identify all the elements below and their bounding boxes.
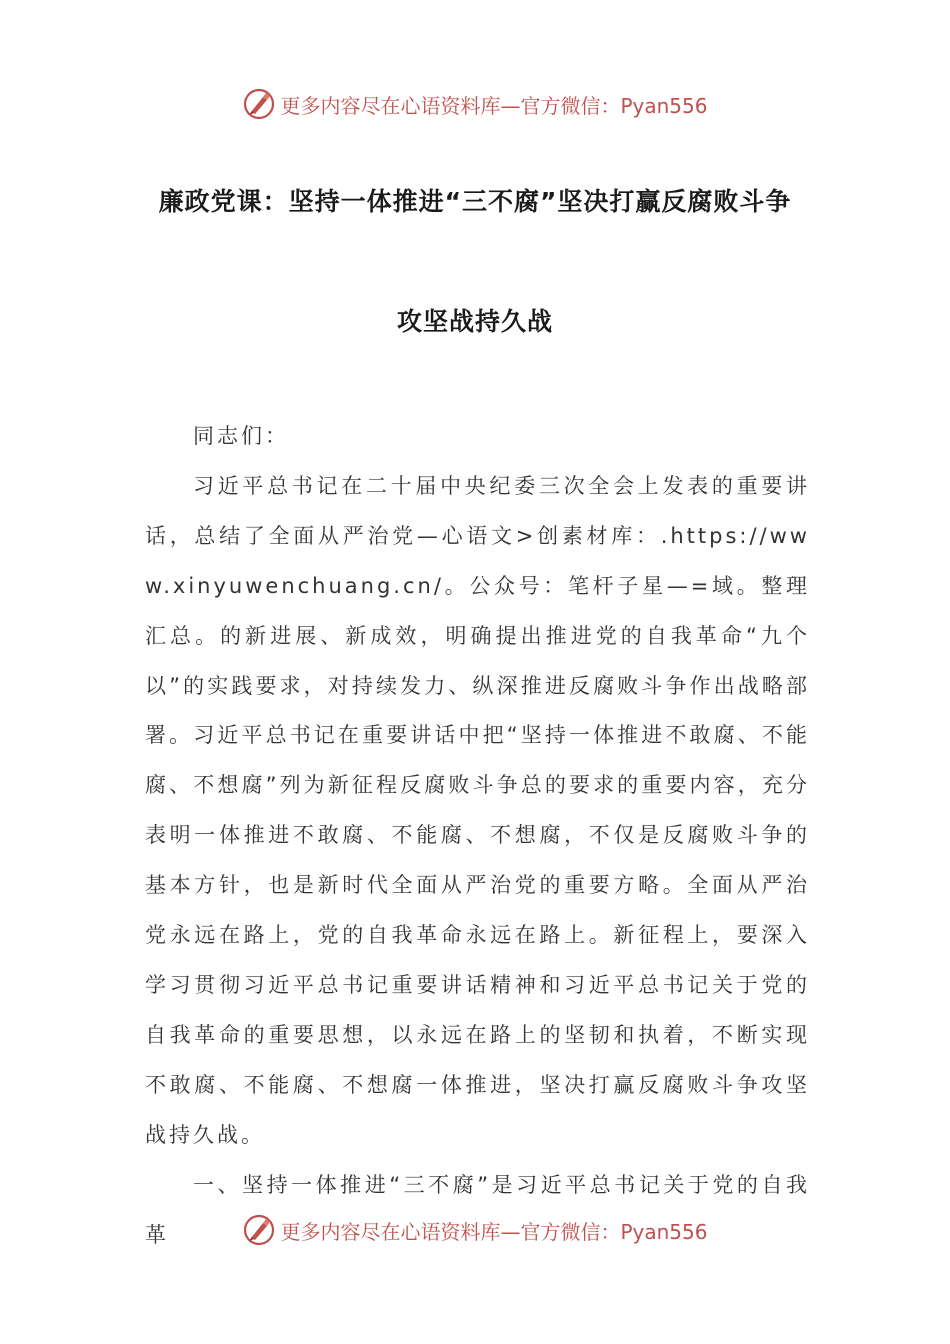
document-title-line-1: 廉政党课：坚持一体推进“三不腐”坚决打赢反腐败斗争: [158, 187, 792, 216]
document-body: [145, 412, 810, 1260]
salutation: 同志们：: [193, 424, 289, 448]
banner-text: 更多内容尽在心语资料库—官方微信：Pyan556: [280, 93, 708, 118]
footer-watermark-banner: [0, 1210, 950, 1250]
header-watermark-banner: [0, 84, 950, 124]
body-paragraph: 习近平总书记在二十届中央纪委三次全会上发表的重要讲话，总结了全面从严治党—心语文>创素材库：.https://www.xinyuwenchuang.cn/。公众号：笔杆子星—=域。整理汇总。的新进展、新成效，明确提出推进党的自我革命“九个以”的实践要求，对持续发力、纵深推进反腐败斗争作出战略部署。习近平总书记在重要讲话中把“坚持一体推进不敢腐、不能腐、不想腐”列为新征程反腐败斗争总的要求的重要内容，充分表明一体推进不敢腐、不能腐、不想腐，不仅是反腐败斗争的基本方针，也是新时代全面从严治党的重要方略。全面从严治党永远在路上，党的自我革命永远在路上。新征程上，要深入学习贯彻习近平总书记重要讲话精神和习近平总书记关于党的自我革命的重要思想，以永远在路上的坚韧和执着，不断实现不敢腐、不能腐、不想腐一体推进，坚决打赢反腐败斗争攻坚战持久战。: [145, 473, 810, 1147]
section-heading-paragraph: 一、坚持一体推进“三不腐”是习近平总书记关于党的自我革: [145, 1172, 810, 1247]
document-title-line-2: 攻坚战持久战: [396, 307, 553, 336]
pen-nib-logo-icon: [242, 1213, 276, 1247]
pen-nib-logo-icon: [242, 87, 276, 121]
banner-text: 更多内容尽在心语资料库—官方微信：Pyan556: [280, 1219, 708, 1244]
